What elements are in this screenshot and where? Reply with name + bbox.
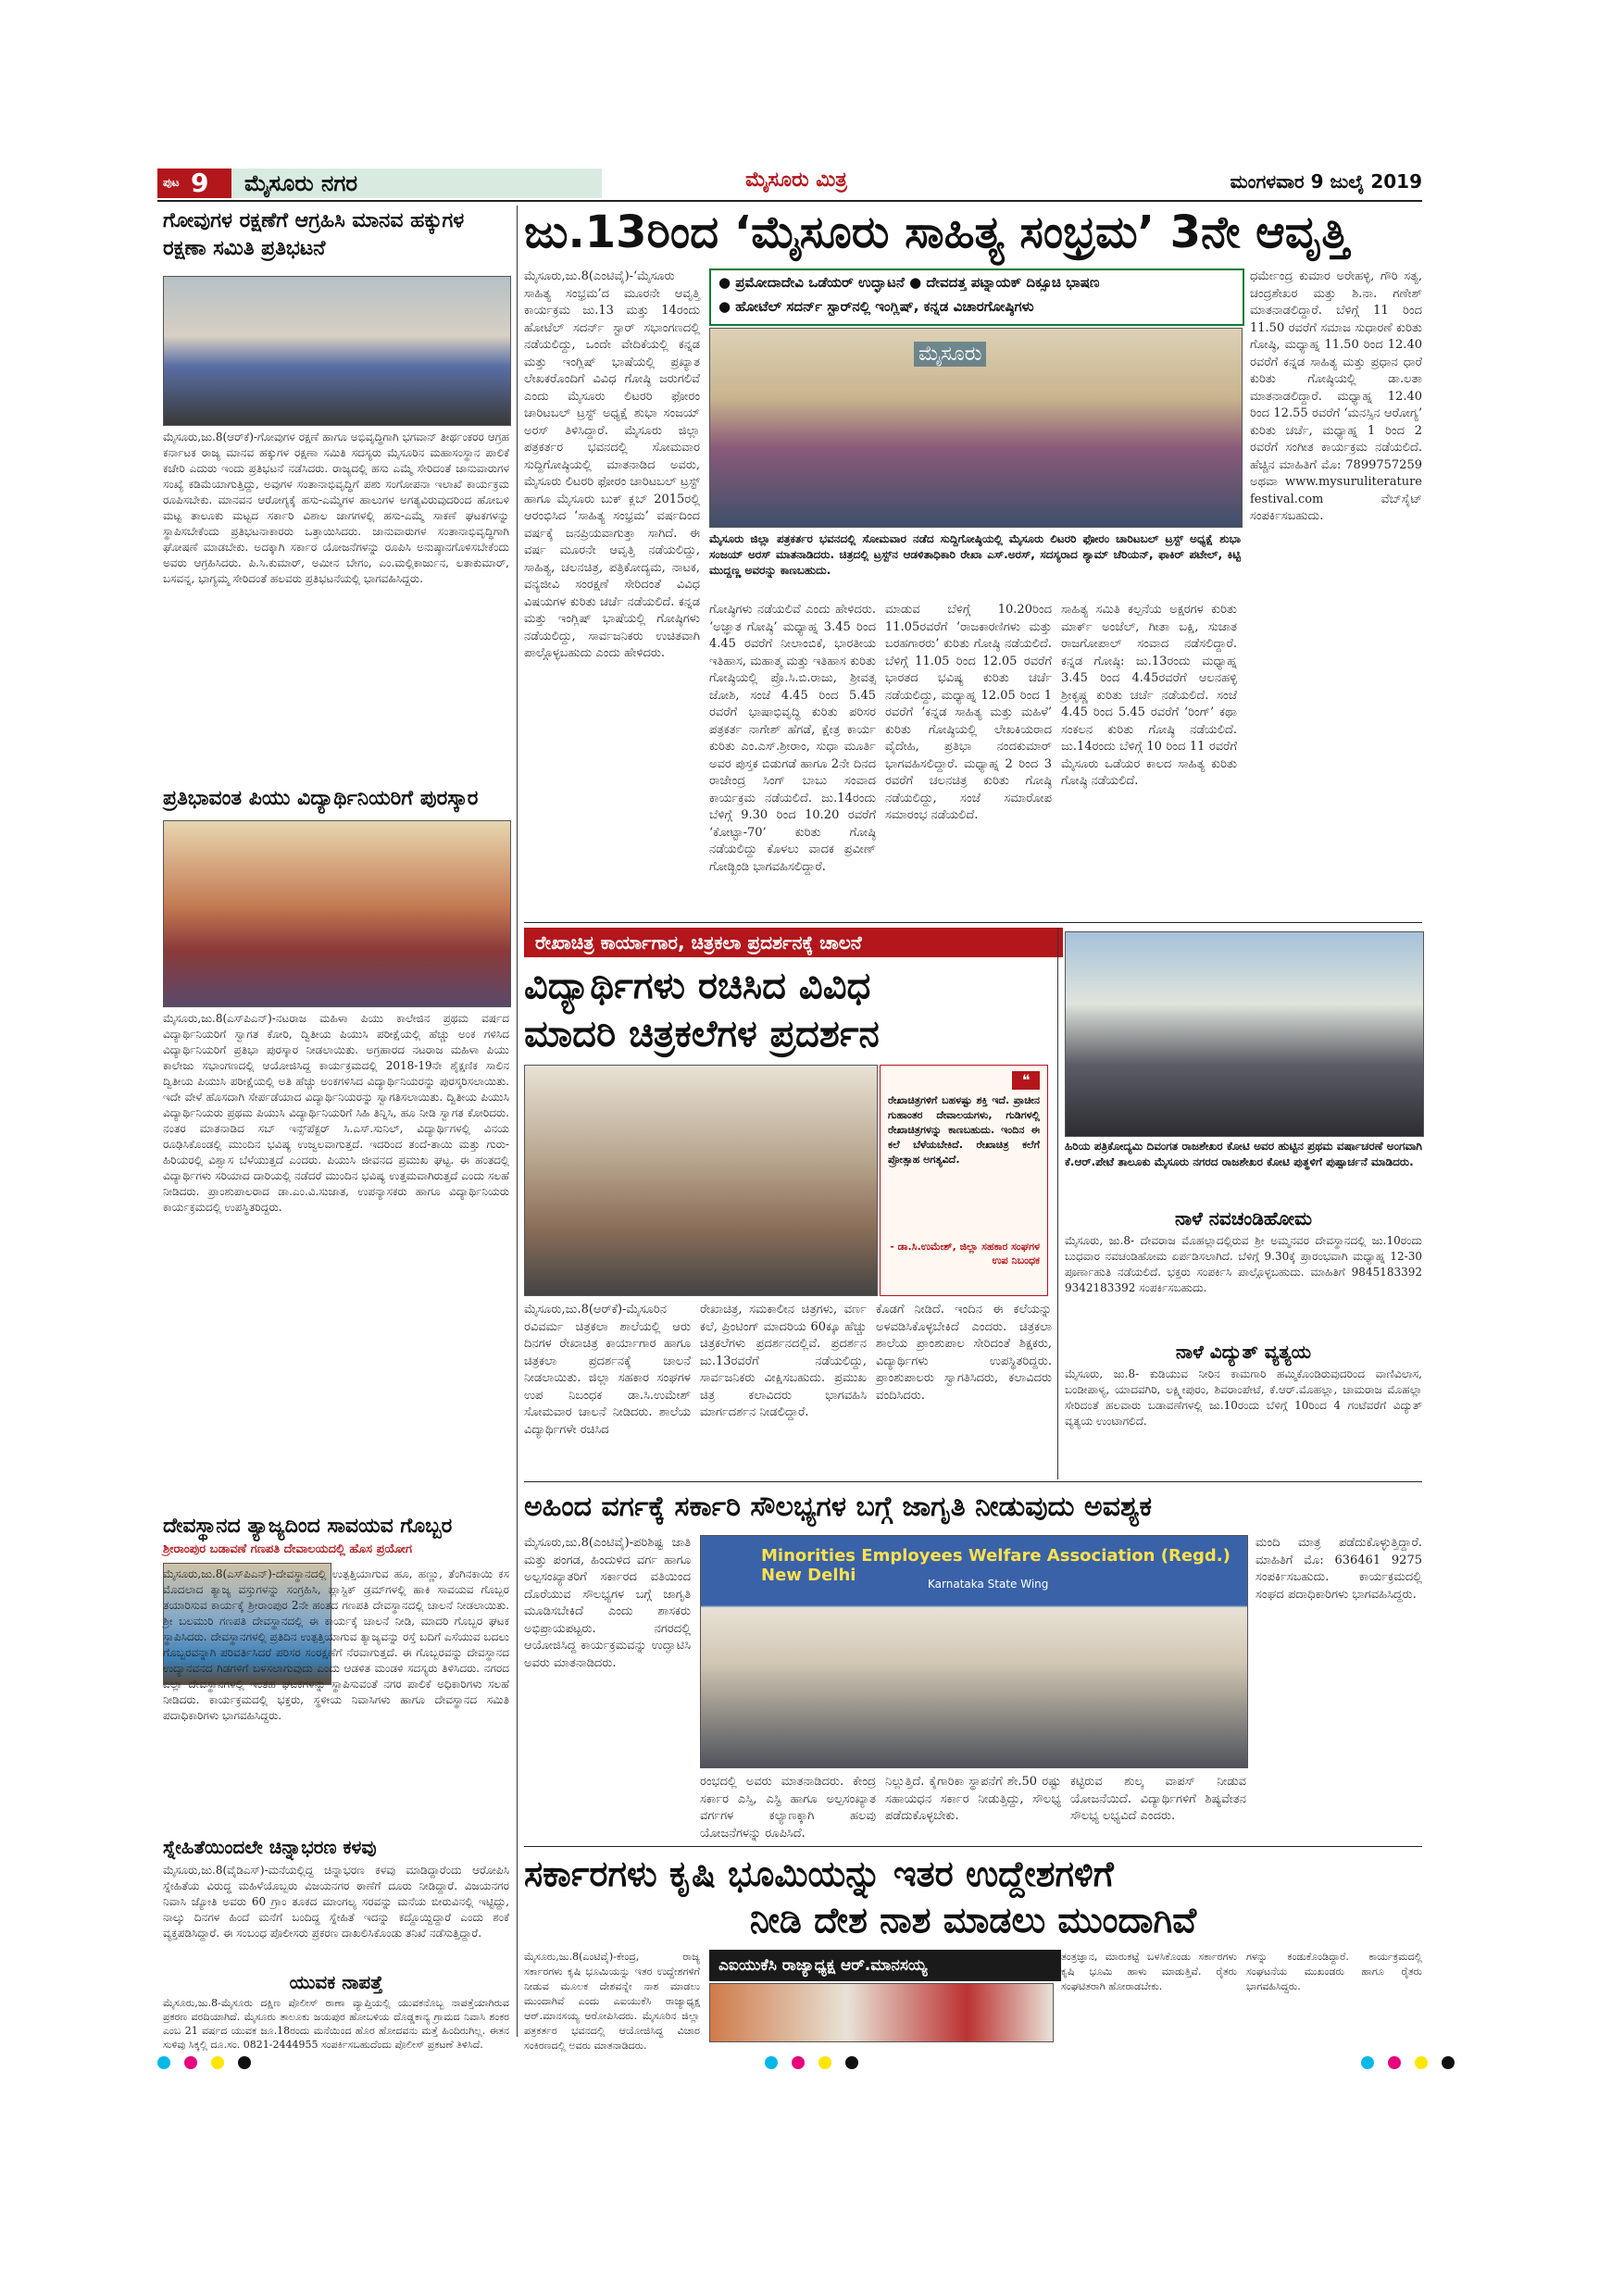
registration-dots-right <box>1361 2055 1464 2073</box>
story3-body: ಮೈಸೂರು,ಜು.8(ಎಸ್‌ಪಿಎನ್)-ದೇವಸ್ಥಾನದಲ್ಲಿ ಉತ್ಪತ್ತಿಯಾಗುವ ಹೂ, ಹಣ್ಣು, ತೆಂಗಿನಕಾಯಿ ಕಸ ಮೊದಲಾದ ತ್ಯಾಜ್ಯ ವಸ್ತುಗಳನ್ನು ಸಂಗ್ರಹಿಸಿ, ಪ್ಲಾಸ್ಟಿಕ್ ಡ್ರಮ್‌ಗಳಲ್ಲಿ ಹಾಕಿ ಸಾವಯವ ಗೊಬ್ಬರ ತಯಾರಿಸುವ ಕಾರ್ಯಕ್ಕೆ ಶ್ರೀರಾಂಪುರ 2ನೇ ಹಂತದ ಗಣಪತಿ ದೇವಸ್ಥಾನದಲ್ಲಿ ಚಾಲನೆ ನೀಡಲಾಯಿತು. ಶ್ರೀ ಬಲಮುರಿ ಗಣಪತಿ ದೇವಸ್ಥಾನದಲ್ಲಿ ಈ ಕಾರ್ಯಕ್ಕೆ ಚಾಲನೆ ನೀಡಿ, ಮಾದರಿ ಗೊಬ್ಬರ ಘಟಕ ಸ್ಥಾಪಿಸಿದರು. ದೇವಸ್ಥಾನಗಳಲ್ಲಿ ಪ್ರತಿದಿನ ಉತ್ಪತ್ತಿಯಾಗುವ ತ್ಯಾಜ್ಯವನ್ನು ರಸ್ತೆ ಬದಿಗೆ ಎಸೆಯುವ ಬದಲು ಗೊಬ್ಬರವನ್ನಾಗಿ ಪರಿವರ್ತಿಸಿದರೆ ಪರಿಸರ ಸಂರಕ್ಷಣೆಗೆ ನೆರವಾಗುತ್ತದೆ. ಈ ಗೊಬ್ಬರವನ್ನು ದೇವಸ್ಥಾನದ ಉದ್ಯಾನವನದ ಗಿಡಗಳಿಗೆ ಬಳಸಲಾಗುವುದು ಎಂದು ಆಡಳಿತ ಮಂಡಳಿ ಸದಸ್ಯರು ತಿಳಿಸಿದರು. ನಗರದ ಎಲ್ಲಾ ದೇವಸ್ಥಾನಗಳಲ್ಲಿ ಇಂತಹ ಘಟಕಗಳನ್ನು ಸ್ಥಾಪಿಸುವಂತೆ ನಗರ ಪಾಲಿಕೆ ಅಧಿಕಾರಿಗಳು ಸಲಹೆ ನೀಡಿದರು. ಕಾರ್ಯಕ್ರಮದಲ್ಲಿ ಭಕ್ತರು, ಸ್ಥಳೀಯ ನಿವಾಸಿಗಳು ಹಾಗೂ ದೇವಸ್ಥಾನದ ಸಮಿತಿ ಪದಾಧಿಕಾರಿಗಳು ಭಾಗವಹಿಸಿದ್ದರು. <box>163 1567 509 1722</box>
art-quote-by: - ಡಾ.ಸಿ.ಉಮೇಶ್, ಜಿಲ್ಲಾ ಸಹಕಾರ ಸಂಘಗಳ ಉಪ ನಿಬಂಧಕ <box>890 1241 1040 1267</box>
ahinda-headline: ಅಹಿಂದ ವರ್ಗಕ್ಕೆ ಸರ್ಕಾರಿ ಸೌಲಭ್ಯಗಳ ಬಗ್ಗೆ ಜಾಗೃತಿ ನೀಡುವುದು ಅವಶ್ಯಕ <box>524 1491 1153 1523</box>
story5-headline: ಯುವಕ ನಾಪತ್ತೆ <box>163 1970 509 1994</box>
story2-body: ಮೈಸೂರು,ಜು.8(ಎಸ್‌ಪಿಎನ್)-ನಟರಾಜ ಮಹಿಳಾ ಪಿಯು ಕಾಲೇಜಿನ ಪ್ರಥಮ ವರ್ಷದ ವಿದ್ಯಾರ್ಥಿನಿಯರಿಗೆ ಸ್ವಾಗತ ಕೋರಿ, ದ್ವಿತೀಯ ಪಿಯುಸಿ ಪರೀಕ್ಷೆಯಲ್ಲಿ ಹೆಚ್ಚು ಅಂಕ ಗಳಿಸಿದ ವಿದ್ಯಾರ್ಥಿನಿಯರಿಗೆ ಪ್ರತಿಭಾ ಪುರಸ್ಕಾರ ನೀಡಲಾಯಿತು. ಅಗ್ರಹಾರದ ನಟರಾಜ ಮಹಿಳಾ ಪಿಯು ಕಾಲೇಜು ಸಭಾಂಗಣದಲ್ಲಿ ಆಯೋಜಿಸಿದ್ದ ಕಾರ್ಯಕ್ರಮದಲ್ಲಿ 2018-19ನೇ ಶೈಕ್ಷಣಿಕ ಸಾಲಿನ ದ್ವಿತೀಯ ಪಿಯುಸಿ ಪರೀಕ್ಷೆಯಲ್ಲಿ ಅತಿ ಹೆಚ್ಚು ಅಂಕಗಳಿಸಿದ ವಿದ್ಯಾರ್ಥಿನಿಯರನ್ನು ಪುರಸ್ಕರಿಸಲಾಯಿತು. ಇದೇ ವೇಳೆ ಹೊಸದಾಗಿ ಸೇರ್ಪಡೆಯಾದ ವಿದ್ಯಾರ್ಥಿನಿಯರನ್ನು ಸ್ವಾಗತಿಸಲಾಯಿತು. ದ್ವಿತೀಯ ಪಿಯುಸಿ ವಿದ್ಯಾರ್ಥಿನಿಯರು ಪ್ರಥಮ ಪಿಯುಸಿ ವಿದ್ಯಾರ್ಥಿನಿಯರಿಗೆ ಸಿಹಿ ತಿನ್ನಿಸಿ, ಹೂ ನೀಡಿ ಸ್ವಾಗತ ಕೋರಿದರು. ನಂತರ ಮಾತನಾಡಿದ ಸಬ್ ಇನ್ಸ್‌ಪೆಕ್ಟರ್ ಸಿ.ಎಸ್.ಸುನಿಲ್, ವಿದ್ಯಾರ್ಥಿಗಳಲ್ಲಿ ವಿನಯ ರೂಢಿಸಿಕೊಂಡಲ್ಲಿ ಮುಂದಿನ ಭವಿಷ್ಯ ಉಜ್ವಲವಾಗುತ್ತದೆ. ಇದರಿಂದ ತಂದೆ-ತಾಯಿ ಮತ್ತು ಗುರು-ಹಿರಿಯರಲ್ಲಿ ವಿಶ್ವಾಸ ಬೆಳೆಯುತ್ತದೆ ಎಂದರು. ಪಿಯುಸಿ ಜೀವನದ ಪ್ರಮುಖ ಘಟ್ಟ. ಈ ಹಂತದಲ್ಲಿ ವಿದ್ಯಾರ್ಥಿಗಳು ಸರಿಯಾದ ದಾರಿಯಲ್ಲಿ ನಡೆದರೆ ಮುಂದಿನ ಭವಿಷ್ಯ ಉತ್ತಮವಾಗಿರುತ್ತದೆ ಎಂದು ಸಲಹೆ ನೀಡಿದರು. ಪ್ರಾಂಶುಪಾಲರಾದ ಡಾ.ಎಂ.ವಿ.ಸುಜಾತ, ಉಪನ್ಯಾಸಕರು ಹಾಗೂ ವಿದ್ಯಾರ್ಥಿನಿಯರು ಕಾರ್ಯಕ್ರಮದಲ್ಲಿ ಉಪಸ್ಥಿತರಿದ್ದರು. <box>163 1012 509 1214</box>
page-number: 9 <box>191 168 209 198</box>
yellow-dot <box>211 2056 224 2069</box>
art-headline-2: ಮಾದರಿ ಚಿತ್ರಕಲೆಗಳ ಪ್ರದರ್ಶನ <box>524 1013 880 1055</box>
magenta-dot <box>792 2056 805 2069</box>
bottom-headline-2: ನೀಡಿ ದೇಶ ನಾಶ ಮಾಡಲು ಮುಂದಾಗಿವೆ <box>749 1900 1197 1940</box>
lead-col1: ಮೈಸೂರು,ಜು.8(ಎಂಟಿವೈ)-‘ಮೈಸೂರು ಸಾಹಿತ್ಯ ಸಂಭ್ರಮ’ದ ಮೂರನೇ ಆವೃತ್ತಿ ಕಾರ್ಯಕ್ರಮ ಜು.13 ಮತ್ತು 14ರಂದು ಹೋಟೆಲ್ ಸದರ್ನ್ ಸ್ಟಾರ್ ಸಭಾಂಗಣದಲ್ಲಿ ನಡೆಯಲಿದ್ದು, ಒಂದೇ ವೇದಿಕೆಯಲ್ಲಿ ಕನ್ನಡ ಮತ್ತು ಇಂಗ್ಲಿಷ್ ಭಾಷೆಯಲ್ಲಿ ಪ್ರಖ್ಯಾತ ಲೇಖಕರೊಂದಿಗೆ ವಿವಿಧ ಗೋಷ್ಠಿ ಜರುಗಲಿವೆ ಎಂದು ಮೈಸೂರು ಲಿಟರರಿ ಫೋರಂ ಚಾರಿಟಬಲ್ ಟ್ರಸ್ಟ್ ಅಧ್ಯಕ್ಷೆ ಶುಭಾ ಸಂಜಯ್ ಅರಸ್ ತಿಳಿಸಿದ್ದಾರೆ. ಮೈಸೂರು ಜಿಲ್ಲಾ ಪತ್ರಕರ್ತರ ಭವನದಲ್ಲಿ ಸೋಮವಾರ ಸುದ್ದಿಗೋಷ್ಠಿಯಲ್ಲಿ ಮಾತನಾಡಿದ ಅವರು, ಮೈಸೂರು ಲಿಟರರಿ ಫೋರಂ ಚಾರಿಟಬಲ್ ಟ್ರಸ್ಟ್ ಹಾಗೂ ಮೈಸೂರು ಬುಕ್ ಕ್ಲಬ್ 2015ರಲ್ಲಿ ಆರಂಭಿಸಿದ ‘ಸಾಹಿತ್ಯ ಸಂಭ್ರಮ’ ವರ್ಷದಿಂದ ವರ್ಷಕ್ಕೆ ಜನಪ್ರಿಯವಾಗುತ್ತಾ ಸಾಗಿದೆ. ಈ ವರ್ಷ ಮೂರನೇ ಆವೃತ್ತಿ ನಡೆಯಲಿದ್ದು, ಸಾಹಿತ್ಯ, ಚಲನಚಿತ್ರ, ಪತ್ರಿಕೋದ್ಯಮ, ನಾಟಕ, ವನ್ಯಜೀವಿ ಸಂರಕ್ಷಣೆ ಸೇರಿದಂತೆ ವಿವಿಧ ವಿಷಯಗಳ ಕುರಿತು ಚರ್ಚೆ ನಡೆಯಲಿದೆ. ಕನ್ನಡ ಮತ್ತು ಇಂಗ್ಲಿಷ್ ಭಾಷೆಯಲ್ಲಿ ಗೋಷ್ಠಿಗಳು ನಡೆಯಲಿದ್ದು, ಸಾರ್ವಜನಿಕರು ಉಚಿತವಾಗಿ ಪಾಲ್ಗೊಳ್ಳಬಹುದು ಎಂದು ಹೇಳಿದರು. <box>524 269 700 660</box>
section-title <box>231 168 602 198</box>
havana-headline: ನಾಳೆ ನವಚಂಡಿಹೋಮ <box>1174 1207 1313 1229</box>
lead-col2: ಗೋಷ್ಠಿಗಳು ನಡೆಯಲಿವೆ ಎಂದು ಹೇಳಿದರು. ‘ಅಜ್ಞಾತ ಗೋಷ್ಠಿ’ ಮಧ್ಯಾಹ್ನ 3.45 ರಿಂದ 4.45 ರವರೆಗೆ ನೀಲಾಂಬಿಕೆ, ಭಾರತೀಯ ಇತಿಹಾಸ, ಮಹಾತ್ಮ ಮತ್ತು ಇತಿಹಾಸ ಕುರಿತು ಗೋಷ್ಠಿಯಲ್ಲಿ ಪ್ರೊ.ಸಿ.ಬಿ.ರಾಜು, ಶ್ರೀವತ್ಸ ಜೋಶಿ, ಸಂಜೆ 4.45 ರಿಂದ 5.45 ರವರೆಗೆ ಭಾಷಾಭಿವೃದ್ಧಿ ಕುರಿತು ಪರಿಸರ ಪತ್ರಕರ್ತ ನಾಗೇಶ್ ಹೆಗಡೆ, ಕ್ಷೇತ್ರ ಕಾರ್ಯ ಕುರಿತು ಎಂ.ಎಸ್.ಶ್ರೀರಾಂ, ಸುಧಾ ಮೂರ್ತಿ ಅವರ ಪುಸ್ತಕ ಬಿಡುಗಡೆ ಹಾಗೂ 2ನೇ ದಿನದ ರಾಜೇಂದ್ರ ಸಿಂಗ್ ಬಾಬು ಸಂವಾದ ಕಾರ್ಯಕ್ರಮ ನಡೆಯಲಿದೆ. ಜು.14ರಂದು ಬೆಳಿಗ್ಗೆ 9.30 ರಿಂದ 10.20 ರವರೆಗೆ ‘ಕೋಟ್ಟಾ-70’ ಕುರಿತು ಗೋಷ್ಠಿ ನಡೆಯಲಿದ್ದು ಕೊಳಲು ವಾದಕ ಪ್ರವೀಣ್ ಗೋಡ್ಖಿಂಡಿ ಭಾಗವಹಿಸಲಿದ್ದಾರೆ. <box>709 603 876 874</box>
power-headline: ನಾಳೆ ವಿದ್ಯುತ್ ವ್ಯತ್ಯಯ <box>1175 1341 1312 1363</box>
issue-date: ಮಂಗಳವಾರ 9 ಜುಲೈ 2019 <box>1230 170 1422 193</box>
art-quote-box <box>880 1065 1048 1296</box>
quote-icon: ❝ <box>1012 1071 1040 1090</box>
story3-kicker: ಶ್ರೀರಾಂಪುರ ಬಡಾವಣೆ ಗಣಪತಿ ದೇವಾಲಯದಲ್ಲಿ ಹೊಸ ಪ್ರಯೋಗ <box>163 1542 413 1556</box>
story2-headline: ಪ್ರತಿಭಾವಂತ ಪಿಯು ವಿದ್ಯಾರ್ಥಿನಿಯರಿಗೆ ಪುರಸ್ಕಾರ <box>163 787 479 810</box>
black-dot <box>845 2056 858 2069</box>
bottom-headline-1: ಸರ್ಕಾರಗಳು ಕೃಷಿ ಭೂಮಿಯನ್ನು ಇತರ ಉದ್ದೇಶಗಳಿಗೆ <box>524 1853 1114 1894</box>
statue-caption: ಹಿರಿಯ ಪತ್ರಿಕೋದ್ಯಮಿ ದಿವಂಗತ ರಾಜಶೇಖರ ಕೋಟಿ ಅವರ ಹುಟ್ಟಿನ ಪ್ರಥಮ ವರ್ಷಾಚರಣೆ ಅಂಗವಾಗಿ ಕೆ.ಆರ್.ಪೇಟೆ ತಾಲೂಕು ಮೈಸೂರು ನಗರದ ರಾಜಶೇಖರ ಕೋಟಿ ಪುತ್ಥಳಿಗೆ ಪುಷ್ಪಾರ್ಚನೆ ಮಾಡಿದರು. <box>1065 1140 1422 1168</box>
header-rule <box>157 200 1422 202</box>
association-banner-sub: Karnataka State Wing <box>928 1578 1049 1591</box>
exhibition-photo <box>524 1065 878 1296</box>
registration-dots-left <box>157 2055 260 2073</box>
page-number-badge <box>157 168 231 198</box>
bottom-col3: ತಂತ್ರಜ್ಞಾನ, ಮಾರುಕಟ್ಟೆ ಬಳಸಿಕೊಂಡು ಸರ್ಕಾರಗಳು ಕೃಷಿ ಭೂಮಿ ಹಾಳು ಮಾಡುತ್ತಿವೆ. ರೈತರು ಸಂಘಟಿತರಾಗಿ ಹೋರಾಡಬೇಕು. <box>1061 1951 1237 1992</box>
lead-bullets-line2: ● ಹೋಟೆಲ್ ಸದರ್ನ್ ಸ್ಟಾರ್‌ನಲ್ಲಿ ಇಂಗ್ಲಿಷ್, ಕನ್ನಡ ವಿಚಾರಗೋಷ್ಠಿಗಳು <box>718 298 1034 315</box>
art-right-divider <box>1057 928 1058 1479</box>
havana-body: ಮೈಸೂರು, ಜು.8- ದೇವರಾಜ ಮೊಹಲ್ಲಾದಲ್ಲಿರುವ ಶ್ರೀ ಅಮ್ಮನವರ ದೇವಸ್ಥಾನದಲ್ಲಿ ಜು.10ರಂದು ಬುಧವಾರ ನವಚಂಡಿಹೋಮ ಏರ್ಪಡಿಸಲಾಗಿದೆ. ಬೆಳಿಗ್ಗೆ 9.30ಕ್ಕೆ ಪ್ರಾರಂಭವಾಗಿ ಮಧ್ಯಾಹ್ನ 12-30 ಪೂರ್ಣಾಹುತಿ ನಡೆಯಲಿದೆ. ಭಕ್ತರು ಸಂಪರ್ಕಿಸಿ ಪಾಲ್ಗೊಳ್ಳಬಹುದು. ಮಾಹಿತಿಗೆ 9845183392 9342183392 ಸಂಪರ್ಕಿಸಬಹುದು. <box>1065 1234 1422 1294</box>
black-dot <box>1442 2056 1455 2069</box>
art-bottom-rule <box>524 1481 1422 1482</box>
bottom-col1: ಮೈಸೂರು,ಜು.8(ಎಂಟಿವೈ)-ಕೇಂದ್ರ, ರಾಜ್ಯ ಸರ್ಕಾರಗಳು ಕೃಷಿ ಭೂಮಿಯನ್ನು ಇತರ ಉದ್ದೇಶಗಳಿಗೆ ನೀಡುವ ಮೂಲಕ ದೇಶವನ್ನೇ ನಾಶ ಮಾಡಲು ಮುಂದಾಗಿವೆ ಎಂದು ಎಐಯುಕೆಸಿ ರಾಜ್ಯಾಧ್ಯಕ್ಷ ಆರ್.ಮಾನಸಯ್ಯ ಆರೋಪಿಸಿದರು. ಮೈಸೂರಿನ ಜಿಲ್ಲಾ ಪತ್ರಕರ್ತರ ಭವನದಲ್ಲಿ ಆಯೋಜಿಸಿದ್ದ ವಿಚಾರ ಸಂಕಿರಣದಲ್ಲಿ ಅವರು ಮಾತನಾಡಿದರು. <box>524 1951 700 2052</box>
section-label: ಮೈಸೂರು ನಗರ <box>244 170 358 196</box>
association-banner: Minorities Employees Welfare Association (Regd.) New Delhi <box>761 1546 1230 1585</box>
masthead: ಮೈಸೂರು ಮಿತ್ರ <box>745 168 847 192</box>
protest-photo <box>163 276 511 426</box>
left-divider <box>517 206 518 2037</box>
story4-body: ಮೈಸೂರು,ಜು.8(ವೈಡಿಎಸ್)-ಮನೆಯಲ್ಲಿದ್ದ ಚಿನ್ನಾಭರಣ ಕಳವು ಮಾಡಿದ್ದಾರೆಂದು ಆರೋಪಿಸಿ ಸ್ನೇಹಿತೆಯ ವಿರುದ್ಧ ಮಹಿಳೆಯೊಬ್ಬರು ವಿಜಯನಗರ ಠಾಣೆಗೆ ದೂರು ನೀಡಿದ್ದಾರೆ. ವಿಜಯನಗರ ನಿವಾಸಿ ಜ್ಯೋತಿ ಅವರು 60 ಗ್ರಾಂ ತೂಕದ ಮಾಂಗಲ್ಯ ಸರವನ್ನು ಮನೆಯ ಬೀರುವಿನಲ್ಲಿ ಇಟ್ಟಿದ್ದು, ನಾಲ್ಕು ದಿನಗಳ ಹಿಂದೆ ಮನೆಗೆ ಬಂದಿದ್ದ ಸ್ನೇಹಿತೆ ಇದನ್ನು ಕದ್ದೊಯ್ದಿದ್ದಾರೆ ಎಂದು ಶಂಕೆ ವ್ಯಕ್ತಪಡಿಸಿದ್ದಾರೆ. ಈ ಸಂಬಂಧ ಪೊಲೀಸರು ಪ್ರಕರಣ ದಾಖಲಿಸಿಕೊಂಡು ತನಿಖೆ ನಡೆಸುತ್ತಿದ್ದಾರೆ. <box>163 1863 509 1965</box>
page-label: ಪುಟ <box>163 176 180 189</box>
art-tag: ರೇಖಾಚಿತ್ರ ಕಾರ್ಯಾಗಾರ, ಚಿತ್ರಕಲಾ ಪ್ರದರ್ಶನಕ್ಕೆ ಚಾಲನೆ <box>524 928 1063 957</box>
cyan-dot <box>157 2056 170 2069</box>
ahinda-col1: ಮೈಸೂರು,ಜು.8(ಎಂಟಿವೈ)-ಪರಿಶಿಷ್ಟ ಜಾತಿ ಮತ್ತು ಪಂಗಡ, ಹಿಂದುಳಿದ ವರ್ಗ ಹಾಗೂ ಅಲ್ಪಸಂಖ್ಯಾತರಿಗೆ ಸರ್ಕಾರದ ವತಿಯಿಂದ ದೊರೆಯುವ ಸೌಲಭ್ಯಗಳ ಬಗ್ಗೆ ಜಾಗೃತಿ ಮೂಡಿಸಬೇಕಿದೆ ಎಂದು ಶಾಸಕರು ಅಭಿಪ್ರಾಯಪಟ್ಟರು. ನಗರದಲ್ಲಿ ಆಯೋಜಿಸಿದ್ದ ಕಾರ್ಯಕ್ರಮವನ್ನು ಉದ್ಘಾಟಿಸಿ ಅವರು ಮಾತನಾಡಿದರು. <box>524 1536 691 1670</box>
art-col1: ಮೈಸೂರು,ಜು.8(ಆರ್‌ಕೆ)-ಮೈಸೂರಿನ ರವಿವರ್ಮ ಚಿತ್ರಕಲಾ ಶಾಲೆಯಲ್ಲಿ ಆರು ದಿನಗಳ ರೇಖಾಚಿತ್ರ ಕಾರ್ಯಾಗಾರ ಹಾಗೂ ಚಿತ್ರಕಲಾ ಪ್ರದರ್ಶನಕ್ಕೆ ಚಾಲನೆ ನೀಡಲಾಯಿತು. ಜಿಲ್ಲಾ ಸಹಕಾರ ಸಂಘಗಳ ಉಪ ನಿಬಂಧಕ ಡಾ.ಸಿ.ಉಮೇಶ್ ಸೋಮವಾರ ಚಾಲನೆ ನೀಡಿದರು. ಶಾಲೆಯ ವಿದ್ಯಾರ್ಥಿಗಳೇ ರಚಿಸಿದ <box>524 1303 691 1437</box>
yellow-dot <box>818 2056 831 2069</box>
art-quote: ರೇಖಾಚಿತ್ರಗಳಿಗೆ ಬಹಳಷ್ಟು ಶಕ್ತಿ ಇದೆ. ಪ್ರಾಚೀನ ಗುಹಾಂತರ ದೇವಾಲಯಗಳು, ಗುಡಿಗಳಲ್ಲಿ ರೇಖಾಚಿತ್ರಗಳನ್ನು ಕಾಣಬಹುದು. ಇಂದಿನ ಈ ಕಲೆ ಬೆಳೆಯಬೇಕಿದೆ. ರೇಖಾಚಿತ್ರ ಕಲೆಗೆ ಪ್ರೋತ್ಸಾಹ ಅಗತ್ಯವಿದೆ. <box>888 1094 1040 1166</box>
lead-bottom-rule <box>524 922 1422 923</box>
cyan-dot <box>1361 2056 1374 2069</box>
association-photo <box>700 1535 1248 1768</box>
power-body: ಮೈಸೂರು, ಜು.8- ಕುಡಿಯುವ ನೀರಿನ ಕಾಮಗಾರಿ ಹಮ್ಮಿಕೊಂಡಿರುವುದರಿಂದ ವಾಣಿವಿಲಾಸ, ಬಂಡೀಪಾಳ್ಯ, ಯಾದವಗಿರಿ, ಲಕ್ಷ್ಮೀಪುರಂ, ಶಿವರಾಂಪೇಟೆ, ಕೆ.ಆರ್.ಮೊಹಲ್ಲಾ, ಚಾಮರಾಜ ಮೊಹಲ್ಲಾ ಸೇರಿದಂತೆ ಹಲವಾರು ಬಡಾವಣೆಗಳಲ್ಲಿ ಜು.10ರಂದು ಬೆಳಿಗ್ಗೆ 10ರಿಂದ 4 ಗಂಟೆವರೆಗೆ ವಿದ್ಯುತ್ ವ್ಯತ್ಯಯ ಉಂಟಾಗಲಿದೆ. <box>1065 1367 1422 1428</box>
bottom-kicker: ಎಐಯುಕೆಸಿ ರಾಜ್ಯಾಧ್ಯಕ್ಷ ಆರ್.ಮಾನಸಯ್ಯ <box>709 1950 1061 1981</box>
registration-dots-center <box>765 2055 868 2073</box>
art-col2: ರೇಖಾಚಿತ್ರ, ಸಮಕಾಲೀನ ಚಿತ್ರಗಳು, ವರ್ಣ ಕಲೆ, ಪ್ರಿಂಟಿಂಗ್ ಮಾದರಿಯ 60ಕ್ಕೂ ಹೆಚ್ಚು ಚಿತ್ರಕಲೆಗಳು ಪ್ರದರ್ಶನದಲ್ಲಿವೆ. ಪ್ರದರ್ಶನ ಜು.13ರವರೆಗೆ ನಡೆಯಲಿದ್ದು, ಸಾರ್ವಜನಿಕರು ವೀಕ್ಷಿಸಬಹುದು. ಪ್ರಮುಖ ಚಿತ್ರ ಕಲಾವಿದರು ಭಾಗವಹಿಸಿ ಮಾರ್ಗದರ್ಶನ ನೀಡಲಿದ್ದಾರೆ. <box>700 1303 867 1419</box>
ahinda-col4: ಕಟ್ಟಿರುವ ಶುಲ್ಕ ವಾಪಸ್ ನೀಡುವ ಯೋಜನೆಯಿದೆ. ವಿದ್ಯಾರ್ಥಿಗಳಿಗೆ ಶಿಷ್ಯವೇತನ ಸೌಲಭ್ಯ ಲಭ್ಯವಿದೆ ಎಂದರು. <box>1070 1775 1246 1823</box>
students-photo <box>163 820 511 1007</box>
art-headline-1: ವಿದ್ಯಾರ್ಥಿಗಳು ರಚಿಸಿದ ವಿವಿಧ <box>524 965 871 1007</box>
yellow-dot <box>1415 2056 1428 2069</box>
lead-headline: ಜು.13ರಿಂದ ‘ಮೈಸೂರು ಸಾಹಿತ್ಯ ಸಂಭ್ರಮ’ 3ನೇ ಆವೃತ್ತಿ <box>524 206 1349 258</box>
art-col3: ಕೊಡಗೆ ನೀಡಿದೆ. ಇಂದಿನ ಈ ಕಲೆಯನ್ನು ಅಳವಡಿಸಿಕೊಳ್ಳಬೇಕಿದೆ ಎಂದರು. ಚಿತ್ರಕಲಾ ಶಾಲೆಯ ಪ್ರಾಂಶುಪಾಲ ಸೇರಿದಂತೆ ಶಿಕ್ಷಕರು, ವಿದ್ಯಾರ್ಥಿಗಳು ಉಪಸ್ಥಿತರಿದ್ದರು. ಪ್ರಾಂಶುಪಾಲರು ಸ್ವಾಗತಿಸಿದರು, ಕಲಾವಿದರು ವಂದಿಸಿದರು. <box>876 1303 1052 1403</box>
story1-headline: ಗೋವುಗಳ ರಕ್ಷಣೆಗೆ ಆಗ್ರಹಿಸಿ ಮಾನವ ಹಕ್ಕುಗಳ ರಕ್ಷಣಾ ಸಮಿತಿ ಪ್ರತಿಭಟನೆ <box>163 209 465 260</box>
lead-col5: ಧರ್ಮೇಂದ್ರ ಕುಮಾರ ಅರೇಹಳ್ಳಿ, ಗೌರಿ ಸತ್ಯ, ಚಂದ್ರಶೇಖರ ಮತ್ತು ಶಿ.ನಾ. ಗಣೇಶ್ ಮಾತನಾಡಲಿದ್ದಾರೆ. ಬೆಳಿಗ್ಗೆ 11 ರಿಂದ 11.50 ರವರೆಗೆ ಸಮಾಜ ಸುಧಾರಣೆ ಕುರಿತು ಗೋಷ್ಠಿ, ಮಧ್ಯಾಹ್ನ 11.50 ರಿಂದ 12.40 ರವರೆಗೆ ಕನ್ನಡ ಸಾಹಿತ್ಯ ಮತ್ತು ಪ್ರಧಾನ ಧಾರೆ ಕುರಿತು ಗೋಷ್ಠಿಯಲ್ಲಿ ಡಾ.ಲತಾ ಮಾತನಾಡಲಿದ್ದಾರೆ. ಮಧ್ಯಾಹ್ನ 12.40 ರಿಂದ 12.55 ರವರೆಗೆ ‘ಮನಸ್ಸಿನ ಆರೋಗ್ಯ’ ಕುರಿತು ಚರ್ಚೆ, ಮಧ್ಯಾಹ್ನ 1 ರಿಂದ 2 ರವರೆಗೆ ಸಂಗೀತ ಕಾರ್ಯಕ್ರಮ ನಡೆಯಲಿದೆ. ಹೆಚ್ಚಿನ ಮಾಹಿತಿಗೆ ಮೊ: 7899757259 ಅಥವಾ www.mysuruliterature festival.com ವೆಬ್‌ಸೈಟ್ ಸಂಪರ್ಕಿಸಬಹುದು. <box>1250 269 1422 523</box>
story3-headline: ದೇವಸ್ಥಾನದ ತ್ಯಾಜ್ಯದಿಂದ ಸಾವಯವ ಗೊಬ್ಬರ <box>163 1515 453 1538</box>
ahinda-col5: ಮಂದಿ ಮಾತ್ರ ಪಡೆದುಕೊಳ್ಳುತ್ತಿದ್ದಾರೆ. ಮಾಹಿತಿಗೆ ಮೊ: 636461 9275 ಸಂಪರ್ಕಿಸಬಹುದು. ಕಾರ್ಯಕ್ರಮದಲ್ಲಿ ಸಂಘದ ಪದಾಧಿಕಾರಿಗಳು ಭಾಗವಹಿಸಿದ್ದರು. <box>1255 1536 1422 1602</box>
statue-photo <box>1065 931 1424 1137</box>
story4-headline: ಸ್ನೇಹಿತೆಯಿಂದಲೇ ಚಿನ್ನಾಭರಣ ಕಳವು <box>163 1835 509 1859</box>
black-dot <box>238 2056 251 2069</box>
story1-body: ಮೈಸೂರು,ಜು.8(ಆರ್‌ಕೆ)-ಗೋವುಗಳ ರಕ್ಷಣೆ ಹಾಗೂ ಅಭಿವೃದ್ಧಿಗಾಗಿ ಭಗವಾನ್ ತೀರ್ಥಂಕರರ ಆಗ್ರಹ ಕರ್ನಾಟಕ ರಾಜ್ಯ ಮಾನವ ಹಕ್ಕುಗಳ ರಕ್ಷಣಾ ಸಮಿತಿ ಸದಸ್ಯರು ಮೈಸೂರಿನ ಮಹಾಸಂಸ್ಥಾನ ಪಾಲಿಕೆ ಕಚೇರಿ ಎದುರು ಇಂದು ಪ್ರತಿಭಟನೆ ನಡೆಸಿದರು. ರಾಜ್ಯದಲ್ಲಿ ಹಸು ಎಮ್ಮೆ ಸೇರಿದಂತೆ ಜಾನುವಾರುಗಳ ಸಂಖ್ಯೆ ಕಡಿಮೆಯಾಗುತ್ತಿದ್ದು, ಅವುಗಳ ಸಂತಾನಾಭಿವೃದ್ಧಿಗೆ ಪಶು ಸಂಗೋಪನಾ ಇಲಾಖೆ ಕಾರ್ಯಕ್ರಮ ರೂಪಿಸಬೇಕು. ಮಾನವನ ಆರೋಗ್ಯಕ್ಕೆ ಹಸು-ಎಮ್ಮೆಗಳ ಹಾಲುಗಳ ಅಗತ್ಯವಿರುವುದರಿಂದ ಹೋಬಳಿ ಮಟ್ಟ ತಾಲೂಕು ಮಟ್ಟದ ಸರ್ಕಾರಿ ವಿಶಾಲ ಜಾಗಗಳಲ್ಲಿ ಹಸು-ಎಮ್ಮೆ ಸಾಕಣೆ ಘಟಕಗಳನ್ನು ಸ್ಥಾಪಿಸಬೇಕೆಂದು ಪ್ರತಿಭಟನಾಕಾರರು ಒತ್ತಾಯಿಸಿದರು. ಜಾನುವಾರುಗಳ ಸಂತಾನಾಭಿವೃದ್ಧಿಗಾಗಿ ಘೋಷಣೆ ಮಾಡಬೇಕು. ಅದಕ್ಕಾಗಿ ಸರ್ಕಾರ ಯೋಜನೆಗಳನ್ನು ರೂಪಿಸಿ ಅನುಷ್ಠಾನಗೊಳಿಸಬೇಕೆಂದು ಅವರು ಆಗ್ರಹಿಸಿದರು. ಪಿ.ಸಿ.ಕುಮಾರ್, ಅಮೀನ ಬೇಗಂ, ಎಂ.ಮಲ್ಲಿಕಾರ್ಜುನ, ಲತಾಕುಮಾರ್, ಬಸವನ್ನ, ಭಾಗ್ಯಮ್ಮ ಸೇರಿದಂತೆ ಹಲವರು ಪ್ರತಿಭಟನೆಯಲ್ಲಿ ಭಾಗವಹಿಸಿದ್ದರು. <box>163 430 509 585</box>
lead-col3: ಮಾಡುವ ಬೆಳಿಗ್ಗೆ 10.20ರಿಂದ 11.05ರವರೆಗೆ ‘ರಾಜಕಾರಣಿಗಳು ಮತ್ತು ಬರಹಗಾರರು’ ಕುರಿತು ಗೋಷ್ಠಿ ನಡೆಯಲಿದೆ. ಬೆಳಿಗ್ಗೆ 11.05 ರಿಂದ 12.05 ರವರೆಗೆ ಭಾರತದ ಭವಿಷ್ಯ ಕುರಿತು ಚರ್ಚೆ ನಡೆಯಲಿದ್ದು, ಮಧ್ಯಾಹ್ನ 12.05 ರಿಂದ 1 ರವರೆಗೆ ‘ಕನ್ನಡ ಸಾಹಿತ್ಯ ಮತ್ತು ಮಹಿಳೆ’ ಕುರಿತು ಗೋಷ್ಠಿಯಲ್ಲಿ ಲೇಖಕಿಯರಾದ ವೈದೇಹಿ, ಪ್ರತಿಭಾ ನಂದಕುಮಾರ್ ಭಾಗವಹಿಸಲಿದ್ದಾರೆ. ಮಧ್ಯಾಹ್ನ 2 ರಿಂದ 3 ರವರೆಗೆ ಚಲನಚಿತ್ರ ಕುರಿತು ಗೋಷ್ಠಿ ನಡೆಯಲಿದ್ದು, ಸಂಜೆ ಸಮಾರೋಪ ಸಮಾರಂಭ ನಡೆಯಲಿದೆ. <box>885 603 1052 822</box>
ahinda-bottom-rule <box>524 1846 1422 1847</box>
lit-fest-photo <box>709 328 1243 528</box>
ahinda-col2: ರಂಭದಲ್ಲಿ ಅವರು ಮಾತನಾಡಿದರು. ಕೇಂದ್ರ ಸರ್ಕಾರ ಎಸ್ಸಿ, ಎಸ್ಟಿ ಹಾಗೂ ಅಲ್ಪಸಂಖ್ಯಾತ ವರ್ಗಗಳ ಕಲ್ಯಾಣಕ್ಕಾಗಿ ಹಲವು ಯೋಜನೆಗಳನ್ನು ರೂಪಿಸಿದೆ. <box>700 1775 876 1841</box>
lead-bullet-box <box>709 268 1244 326</box>
bottom-col4: ಗಳನ್ನು ಕಂಡುಕೊಂಡಿದ್ದಾರೆ. ಕಾರ್ಯಕ್ರಮದಲ್ಲಿ ಸಂಘಟನೆಯ ಮುಖಂಡರು ಹಾಗೂ ರೈತರು ಭಾಗವಹಿಸಿದ್ದರು. <box>1246 1951 1422 1992</box>
magenta-dot <box>1388 2056 1401 2069</box>
farmers-photo <box>709 1983 1054 2042</box>
lead-col4: ಸಾಹಿತ್ಯ ಸಮಿತಿ ಕಲ್ಪನೆಯ ಅಕ್ಷರಗಳ ಕುರಿತು ಮಾರ್ಕ್ ಅಂಜೆಲ್, ಗೀತಾ ಬಕ್ಷಿ, ಸುಜಾತ ರಾಜಗೋಪಾಲ್ ಸಂವಾದ ನಡೆಸಲಿದ್ದಾರೆ. ಕನ್ನಡ ಗೋಷ್ಠಿ: ಜು.13ರಂದು ಮಧ್ಯಾಹ್ನ 3.45 ರಿಂದ 4.45ರವರೆಗೆ ಆಲನಹಳ್ಳಿ ಶ್ರೀಕೃಷ್ಣ ಕುರಿತು ಚರ್ಚೆ ನಡೆಯಲಿದೆ. ಸಂಜೆ 4.45 ರಿಂದ 5.45 ರವರೆಗೆ ‘ರಿಂಗ್’ ಕಥಾ ಸಂಕಲನ ಕುರಿತು ಗೋಷ್ಠಿ ನಡೆಯಲಿದೆ. ಜು.14ರಂದು ಬೆಳಿಗ್ಗೆ 10 ರಿಂದ 11 ರವರೆಗೆ ಮೈಸೂರು ಒಡೆಯರ ಕಾಲದ ಸಾಹಿತ್ಯ ಕುರಿತು ಗೋಷ್ಠಿ ನಡೆಯಲಿದೆ. <box>1061 603 1237 788</box>
left-column <box>157 206 514 2051</box>
page-header <box>157 165 1422 200</box>
cyan-dot <box>765 2056 778 2069</box>
lead-bullets-line1: ● ಪ್ರಮೋದಾದೇವಿ ಒಡೆಯರ್ ಉದ್ಘಾಟನೆ ● ದೇವದತ್ತ ಪಟ್ನಾಯಕ್ ದಿಕ್ಸೂಚಿ ಭಾಷಣ <box>718 274 1100 291</box>
ahinda-col3: ನಿಲ್ಲುತ್ತಿದೆ. ಕೈಗಾರಿಕಾ ಸ್ಥಾಪನೆಗೆ ಶೇ.50 ರಷ್ಟು ಸಹಾಯಧನ ಸರ್ಕಾರ ನೀಡುತ್ತಿದ್ದು, ಸೌಲಭ್ಯ ಪಡೆದುಕೊಳ್ಳಬೇಕು. <box>885 1775 1061 1823</box>
lit-fest-banner: ಮೈಸೂರು <box>914 342 986 367</box>
magenta-dot <box>184 2056 197 2069</box>
lit-fest-caption: ಮೈಸೂರು ಜಿಲ್ಲಾ ಪತ್ರಕರ್ತರ ಭವನದಲ್ಲಿ ಸೋಮವಾರ ನಡೆದ ಸುದ್ದಿಗೋಷ್ಠಿಯಲ್ಲಿ ಮೈಸೂರು ಲಿಟರರಿ ಫೋರಂ ಚಾರಿಟಬಲ್ ಟ್ರಸ್ಟ್ ಅಧ್ಯಕ್ಷೆ ಶುಭಾ ಸಂಜಯ್ ಅರಸ್ ಮಾತನಾಡಿದರು. ಚಿತ್ರದಲ್ಲಿ ಟ್ರಸ್ಟ್‌ನ ಆಡಳಿತಾಧಿಕಾರಿ ರೇಖಾ ಎಸ್.ಅರಸ್, ಸದಸ್ಯರಾದ ಶ್ಯಾಮ್ ಚೆರಿಯನ್, ಫಾಕಿರ್ ಪಟೇಲ್, ಕಿಟ್ಟಿ ಮುದ್ದಣ್ಣ ಅವರನ್ನು ಕಾಣಬಹುದು. <box>709 532 1241 577</box>
story5-body: ಮೈಸೂರು,ಜು.8-ಮೈಸೂರು ದಕ್ಷಿಣ ಪೊಲೀಸ್ ಠಾಣಾ ವ್ಯಾಪ್ತಿಯಲ್ಲಿ ಯುವಕನೊಬ್ಬ ನಾಪತ್ತೆಯಾಗಿರುವ ಪ್ರಕರಣ ವರದಿಯಾಗಿದೆ. ಮೈಸೂರು ತಾಲೂಕು ಜಯಪುರ ಹೋಬಳಿಯ ದೊಡ್ಡಕಾನ್ಯ ಗ್ರಾಮದ ನಿವಾಸಿ ಶಂಕರ ಎಂಬ 21 ವರ್ಷದ ಯುವಕ ಜೂ.18ರಂದು ಮನೆಯಿಂದ ಹೊರ ಹೋದವನು ಮತ್ತೆ ಹಿಂದಿರುಗಿಲ್ಲ. ಈತನ ಸುಳಿವು ಸಿಕ್ಕಲ್ಲಿ ದೂ.ಸಂ. 0821-2444955 ಸಂಪರ್ಕಿಸಬಹುದೆಂದು ಪೊಲೀಸ್ ಪ್ರಕಟಣೆ ತಿಳಿಸಿದೆ. <box>163 1997 509 2051</box>
